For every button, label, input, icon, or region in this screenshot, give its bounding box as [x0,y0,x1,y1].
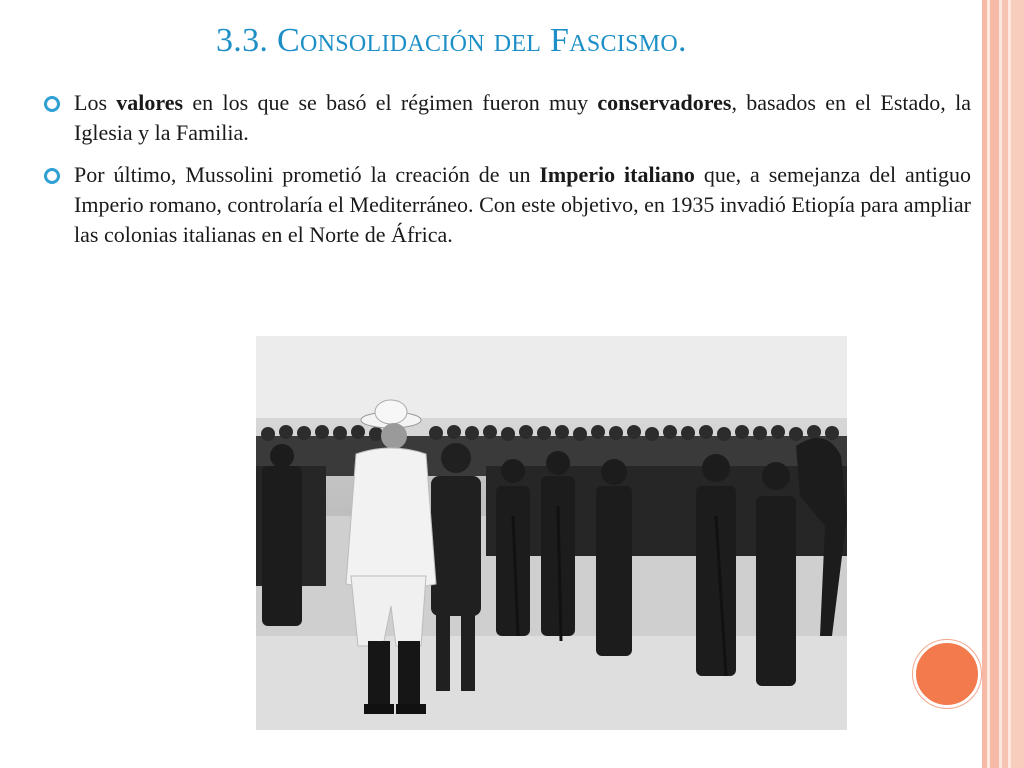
bold-term: Imperio italiano [539,162,695,187]
bold-term: conservadores [597,90,732,115]
accent-circle [913,640,981,708]
decorative-stripe [982,0,987,768]
bullet-icon [44,96,60,112]
decorative-stripe [990,0,999,768]
bullet-item [44,88,971,148]
bold-term: valores [116,90,184,115]
historical-photo [256,336,847,730]
bullet-text: Por último, Mussolini prometió la creación de un Imperio italiano que, a semejanza del antiguo Imperio romano, controlaría el Mediterráneo. Con este objetivo, en 1935 invadió Etiopía para ampliar las colonias italianas en el Norte de África. [74,162,971,247]
bullet-item [44,160,971,250]
slide-title: 3.3. Consolidación del Fascismo. [216,22,687,59]
photo-illustration [256,336,847,730]
bullet-list [44,88,971,262]
bullet-text: Los valores en los que se basó el régimen fueron muy conservadores, basados en el Estado, la Iglesia y la Familia. [74,90,971,145]
decorative-stripe [1011,0,1024,768]
bullet-icon [44,168,60,184]
